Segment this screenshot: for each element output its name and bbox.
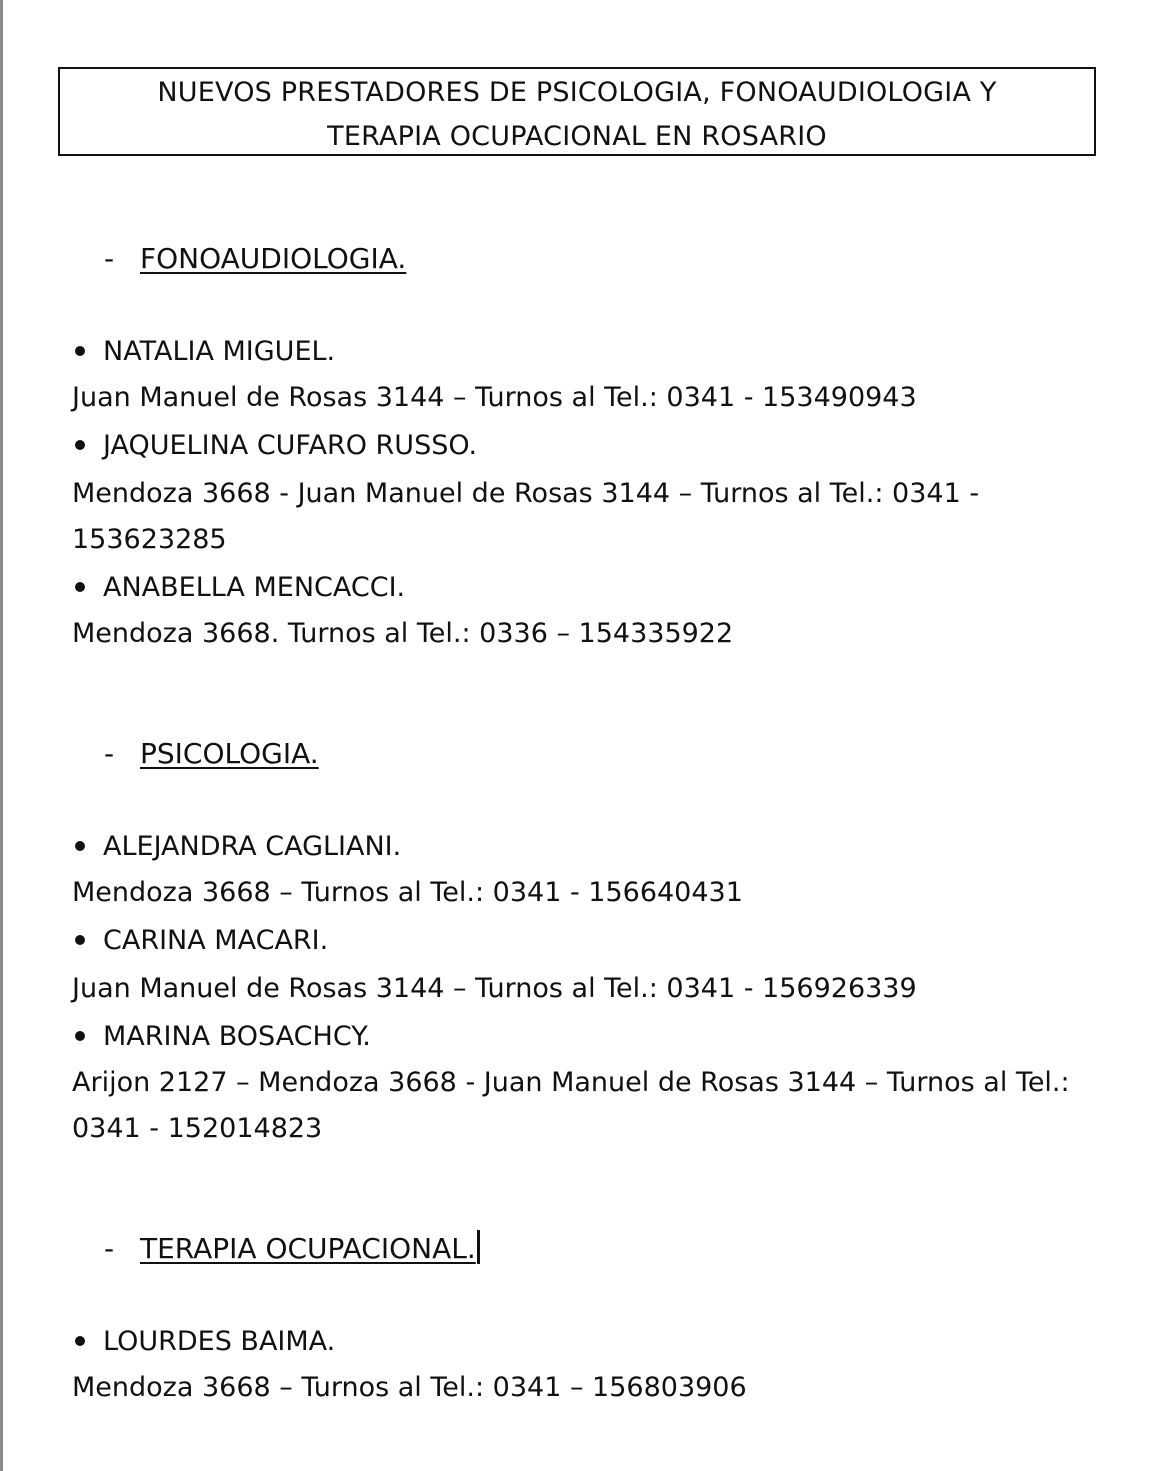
provider-address-jaquelina-cufaro-russo: Mendoza 3668 - Juan Manuel de Rosas 3144 – Turnos al Tel.: 0341 - 153623285 bbox=[72, 478, 980, 555]
bullet-icon bbox=[75, 582, 85, 592]
section-dash: - bbox=[104, 1232, 115, 1265]
provider-name-anabella-mencacci bbox=[72, 570, 405, 606]
provider-name-text: NATALIA MIGUEL. bbox=[103, 336, 336, 367]
provider-name-text: ANABELLA MENCACCI. bbox=[103, 572, 406, 603]
document-title-box bbox=[58, 67, 1096, 156]
provider-name-text: LOURDES BAIMA. bbox=[103, 1326, 336, 1357]
page-left-edge bbox=[0, 0, 3, 1471]
bullet-icon bbox=[75, 841, 85, 851]
provider-name-marina-bosachcy bbox=[72, 1019, 371, 1055]
provider-address-anabella-mencacci: Mendoza 3668. Turnos al Tel.: 0336 – 154335922 bbox=[72, 618, 734, 649]
provider-name-jaquelina-cufaro-russo bbox=[72, 428, 477, 464]
provider-name-lourdes-baima bbox=[72, 1324, 335, 1360]
provider-name-text: CARINA MACARI. bbox=[103, 925, 329, 956]
section-heading-psicologia bbox=[104, 736, 319, 772]
section-heading-label: FONOAUDIOLOGIA. bbox=[140, 242, 407, 275]
bullet-icon bbox=[75, 1336, 85, 1346]
section-dash: - bbox=[104, 242, 115, 275]
document-title-line-1: NUEVOS PRESTADORES DE PSICOLOGIA, FONOAUDIOLOGIA Y bbox=[157, 77, 997, 108]
bullet-icon bbox=[75, 935, 85, 945]
section-heading-label: PSICOLOGIA. bbox=[140, 737, 319, 770]
bullet-icon bbox=[75, 1031, 85, 1041]
document-title-line-2: TERAPIA OCUPACIONAL EN ROSARIO bbox=[327, 121, 827, 152]
provider-name-text: JAQUELINA CUFARO RUSSO. bbox=[103, 430, 478, 461]
provider-address-natalia-miguel: Juan Manuel de Rosas 3144 – Turnos al Tel.: 0341 - 153490943 bbox=[72, 382, 917, 413]
provider-name-natalia-miguel bbox=[72, 334, 335, 370]
provider-address-lourdes-baima: Mendoza 3668 – Turnos al Tel.: 0341 – 156803906 bbox=[72, 1372, 747, 1403]
section-dash: - bbox=[104, 737, 115, 770]
provider-name-text: MARINA BOSACHCY. bbox=[103, 1021, 371, 1052]
section-heading-terapia-ocupacional bbox=[104, 1230, 480, 1267]
bullet-icon bbox=[75, 346, 85, 356]
provider-name-text: ALEJANDRA CAGLIANI. bbox=[103, 831, 402, 862]
provider-address-marina-bosachcy: Arijon 2127 – Mendoza 3668 - Juan Manuel de Rosas 3144 – Turnos al Tel.: 0341 - 152014823 bbox=[72, 1067, 1070, 1144]
text-cursor bbox=[477, 1230, 480, 1264]
section-heading-label: TERAPIA OCUPACIONAL. bbox=[140, 1232, 476, 1265]
provider-address-alejandra-cagliani: Mendoza 3668 – Turnos al Tel.: 0341 - 156640431 bbox=[72, 877, 743, 908]
section-heading-fonoaudiologia bbox=[104, 241, 406, 277]
provider-name-carina-macari bbox=[72, 923, 328, 959]
provider-name-alejandra-cagliani bbox=[72, 829, 401, 865]
bullet-icon bbox=[75, 440, 85, 450]
provider-address-carina-macari: Juan Manuel de Rosas 3144 – Turnos al Tel.: 0341 - 156926339 bbox=[72, 973, 917, 1004]
